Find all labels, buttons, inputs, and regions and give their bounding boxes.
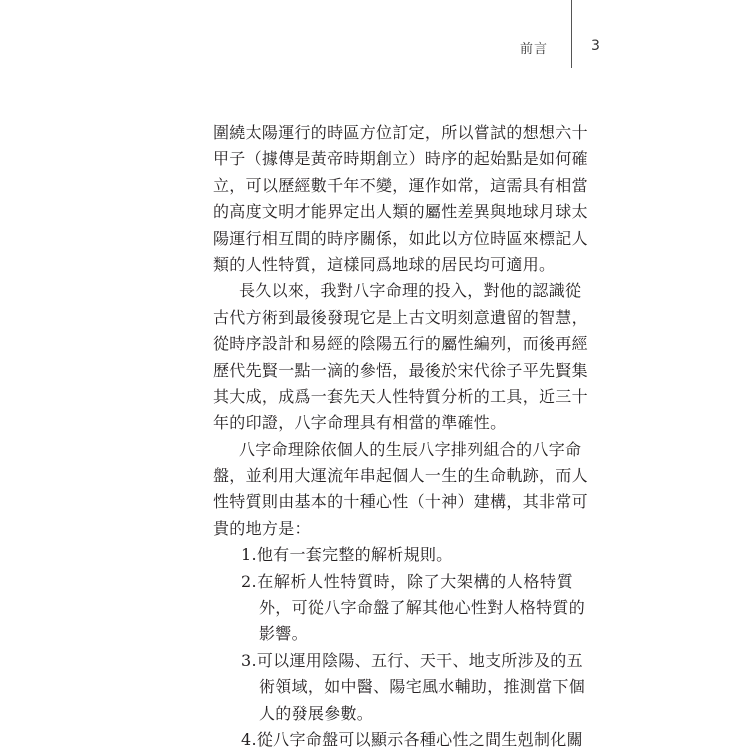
paragraph-line: 長久以來，我對八字命理的投入，對他的認識從 (239, 281, 582, 301)
paragraph-line: 古代方術到最後發現它是上古文明刻意遺留的智慧， (213, 307, 588, 327)
paragraph-line: 年的印證，八字命理具有相當的準確性。 (213, 413, 507, 433)
list-item-line: 術領域，如中醫、陽宅風水輔助，推測當下個 (259, 677, 586, 697)
page-number: 3 (591, 38, 600, 54)
paragraph-line: 類的人性特質，這樣同爲地球的居民均可適用。 (213, 254, 556, 274)
paragraph-line: 甲子（據傳是黃帝時期創立）時序的起始點是如何確 (213, 149, 588, 169)
list-item-line: 2.在解析人性特質時，除了大架構的人格特質 (241, 571, 573, 591)
paragraph-3 (213, 437, 588, 543)
paragraph-line: 盤，並利用大運流年串起個人一生的生命軌跡，而人 (213, 466, 588, 486)
list-item (213, 542, 573, 568)
paragraph-line: 立，可以歷經數千年不變，運作如常，這需具有相當 (213, 175, 588, 195)
list-item-line: 1.他有一套完整的解析規則。 (241, 545, 453, 565)
running-header-title: 前言 (520, 42, 549, 57)
paragraph-2 (213, 278, 588, 436)
list-item-line: 3.可以運用陰陽、五行、天干、地支所涉及的五 (241, 650, 583, 670)
list-item-line: 外，可從八字命盤了解其他心性對人格特質的 (259, 598, 586, 618)
paragraph-line: 從時序設計和易經的陰陽五行的屬性編列，而後再經 (213, 334, 588, 354)
paragraph-line: 歷代先賢一點一滴的參悟，最後於宋代徐子平先賢集 (213, 360, 588, 380)
list-item (213, 727, 583, 753)
list-item-line: 4.從八字命盤可以顯示各種心性之間生剋制化關 (241, 729, 583, 749)
paragraph-line: 八字命理除依個人的生辰八字排列組合的八字命 (239, 439, 582, 459)
paragraph-line: 貴的地方是： (213, 518, 311, 538)
list-item-line: 人的發展參數。 (259, 703, 374, 723)
paragraph-line: 性特質則由基本的十種心性（十神）建構，其非常可 (213, 492, 588, 512)
paragraph-line: 的高度文明才能界定出人類的屬性差異與地球月球太 (213, 202, 588, 222)
header-divider (571, 0, 572, 68)
body-text (213, 120, 588, 753)
paragraph-line: 陽運行相互間的時序關係，如此以方位時區來標記人 (213, 228, 588, 248)
paragraph-line: 其大成，成爲一套先天人性特質分析的工具，近三十 (213, 386, 588, 406)
list-item (213, 569, 586, 648)
paragraph-1 (213, 120, 588, 278)
list-item (213, 648, 586, 727)
paragraph-line: 圍繞太陽運行的時區方位訂定，所以嘗試的想想六十 (213, 123, 588, 142)
list-item-line: 影響。 (259, 624, 308, 644)
